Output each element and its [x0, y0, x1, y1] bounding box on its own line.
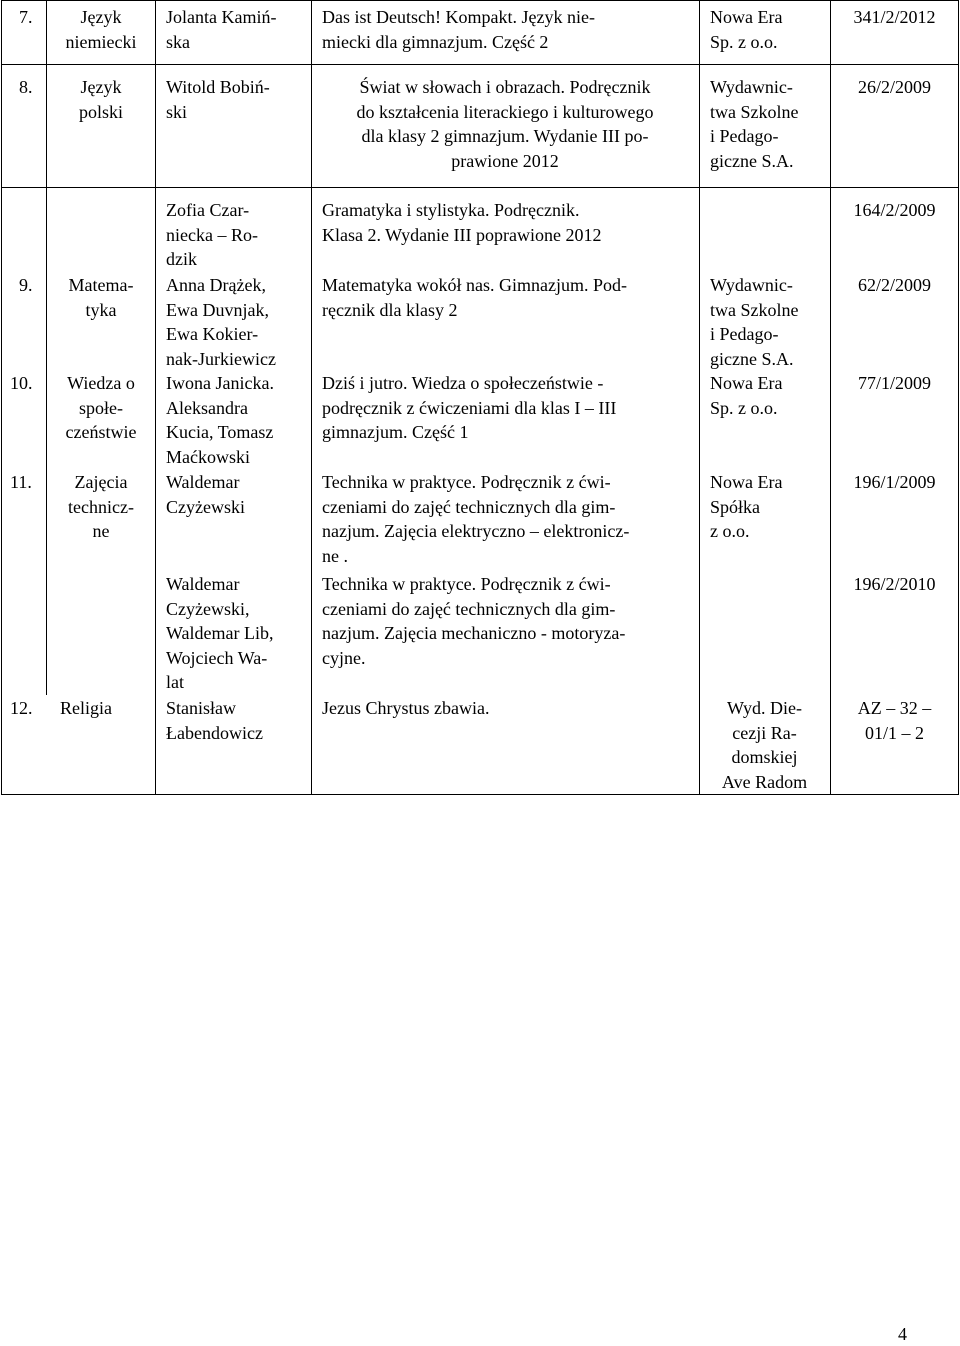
row-11-number: 11. — [10, 472, 32, 492]
group-author-janicka: Iwona Janicka. Aleksandra Kucia, Tomasz Maćkowski — [166, 373, 274, 467]
row-9-subject: Matema- tyka — [68, 275, 134, 320]
row-7-number: 7. — [19, 7, 33, 27]
col-divider-subject-author-top — [155, 0, 156, 695]
row-9-number: 9. — [19, 275, 33, 295]
group-title-dzis-i-jutro: Dziś i jutro. Wiedza o społeczeństwie - podręcznik z ćwiczeniami dla klas I – III gimnazjum. Część 1 — [322, 373, 617, 442]
group-title-technika-elektryczno: Technika w praktyce. Podręcznik z ćwi- czeniami do zajęć technicznych dla gim- nazjum. Zajęcia elektryczno – elektronicz- ne . — [322, 472, 630, 566]
row-8-publisher: Wydawnic- twa Szkolne i Pedago- giczne S.A. — [710, 77, 799, 171]
row-7-publisher: Nowa Era Sp. z o.o. — [710, 7, 783, 52]
row-8-subject: Język polski — [78, 77, 123, 122]
group-title-matematyka: Matematyka wokół nas. Gimnazjum. Pod- ręcznik dla klasy 2 — [322, 275, 627, 320]
col-divider-subject-author-bottom — [155, 695, 156, 795]
col-divider-title-publisher — [699, 0, 700, 795]
row-8-author: Witold Bobiń- ski — [166, 77, 270, 122]
table-bottom-border — [1, 794, 958, 795]
row-12-subject: Religia — [60, 698, 112, 718]
row-8-title: Świat w słowach i obrazach. Podręcznik do kształcenia literackiego i kulturowego dla klasy 2 gimnazjum. Wydanie III po- prawione 2012 — [356, 77, 654, 171]
group-author-czyzewski-lib-walat: Waldemar Czyżewski, Waldemar Lib, Wojciech Wa- lat — [166, 574, 274, 692]
group-title-technika-mechaniczno: Technika w praktyce. Podręcznik z ćwi- czeniami do zajęć technicznych dla gim- nazjum. Zajęcia mechaniczno - motoryza- cyjne. — [322, 574, 626, 668]
group-author-czyzewski: Waldemar Czyżewski — [166, 472, 245, 517]
row-8-approval: 26/2/2009 — [857, 77, 931, 97]
group-publisher-nowa-era: Nowa Era Sp. z o.o. — [710, 373, 783, 418]
row-12-title: Jezus Chrystus zbawia. — [322, 698, 490, 718]
row-10-number: 10. — [10, 373, 33, 393]
table-right-border — [958, 0, 959, 795]
row-divider-8-9 — [1, 187, 958, 188]
group-author-drazek: Anna Drążek, Ewa Duvnjak, Ewa Kokier- nak-Jurkiewicz — [166, 275, 276, 369]
row-7-author: Jolanta Kamiń- ska — [166, 7, 277, 52]
table-left-border — [1, 0, 2, 795]
group-publisher-wsip: Wydawnic- twa Szkolne i Pedago- giczne S.A. — [710, 275, 799, 369]
row-12-publisher: Wyd. Die- cezji Ra- domskiej Ave Radom — [721, 698, 808, 792]
row-12-author: Stanisław Łabendowicz — [166, 698, 263, 743]
row-11-subject: Zajęcia technicz- ne — [68, 472, 134, 541]
group-approval-77: 77/1/2009 — [857, 373, 931, 393]
group-approval-62: 62/2/2009 — [857, 275, 931, 295]
col-divider-publisher-approval — [830, 0, 831, 795]
group-approval-164: 164/2/2009 — [853, 200, 936, 220]
group-author-czarniecka: Zofia Czar- niecka – Ro- dzik — [166, 200, 258, 269]
group-approval-196-2: 196/2/2010 — [853, 574, 936, 594]
row-7-subject: Język niemiecki — [65, 7, 137, 52]
group-title-gramatyka: Gramatyka i stylistyka. Podręcznik. Klasa 2. Wydanie III poprawione 2012 — [322, 200, 602, 245]
row-12-number: 12. — [10, 698, 33, 718]
page-number: 4 — [898, 1324, 907, 1344]
group-approval-196-1: 196/1/2009 — [853, 472, 936, 492]
num-subject-divider-top — [46, 0, 47, 695]
group-publisher-nowa-era-spolka: Nowa Era Spółka z o.o. — [710, 472, 783, 541]
table-top-border — [1, 0, 958, 1]
row-12-approval: AZ – 32 – 01/1 – 2 — [857, 698, 932, 743]
row-7-approval: 341/2/2012 — [853, 7, 936, 27]
row-10-subject: Wiedza o społe- czeństwie — [65, 373, 137, 442]
row-divider-7-8 — [1, 64, 958, 65]
row-8-number: 8. — [19, 77, 33, 97]
row-7-title: Das ist Deutsch! Kompakt. Język nie- miecki dla gimnazjum. Część 2 — [322, 7, 595, 52]
